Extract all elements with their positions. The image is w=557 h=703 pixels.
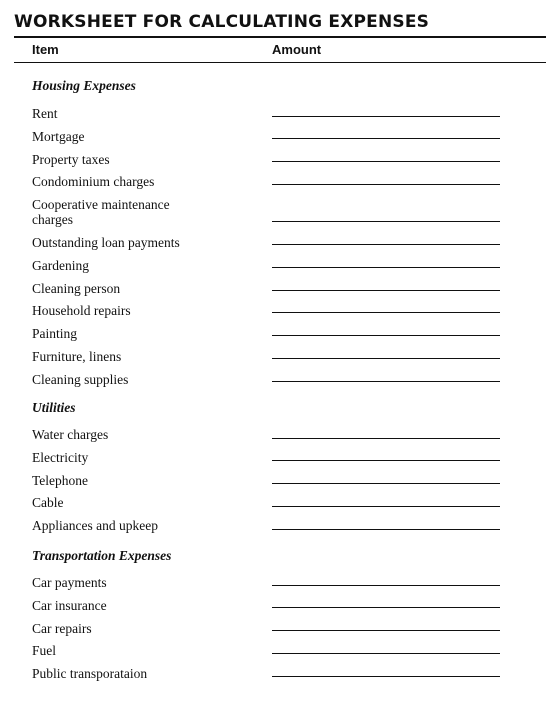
- expense-item-label: Cleaning person: [32, 280, 121, 296]
- title-rule: [14, 36, 546, 38]
- amount-blank-line[interactable]: [272, 335, 500, 336]
- amount-blank-line[interactable]: [272, 290, 500, 291]
- amount-blank-line[interactable]: [272, 529, 500, 530]
- amount-blank-line[interactable]: [272, 460, 500, 461]
- amount-blank-line[interactable]: [272, 116, 500, 117]
- header-rule: [14, 62, 546, 63]
- expense-item-label: Car insurance: [32, 597, 107, 613]
- column-header-amount: Amount: [272, 42, 322, 57]
- expense-item-label: Appliances and upkeep: [32, 518, 158, 534]
- worksheet-title: WORKSHEET FOR CALCULATING EXPENSES: [14, 12, 430, 32]
- amount-blank-line[interactable]: [272, 381, 500, 382]
- expense-item-label: Household repairs: [32, 303, 131, 319]
- amount-blank-line[interactable]: [272, 585, 500, 586]
- expense-item-label: Gardening: [32, 257, 89, 273]
- expense-item-label: Mortgage: [32, 128, 85, 144]
- amount-blank-line[interactable]: [272, 312, 500, 313]
- amount-blank-line[interactable]: [272, 607, 500, 608]
- amount-blank-line[interactable]: [272, 676, 500, 677]
- column-header-item: Item: [32, 42, 59, 57]
- amount-blank-line[interactable]: [272, 438, 500, 439]
- amount-blank-line[interactable]: [272, 138, 500, 139]
- expense-item-label: Public transporataion: [32, 666, 148, 682]
- amount-blank-line[interactable]: [272, 630, 500, 631]
- expense-item-label: Telephone: [32, 472, 89, 488]
- amount-blank-line[interactable]: [272, 221, 500, 222]
- amount-blank-line[interactable]: [272, 483, 500, 484]
- expense-item-label: Electricity: [32, 449, 89, 465]
- section-title: Housing Expenses: [32, 78, 136, 93]
- amount-blank-line[interactable]: [272, 506, 500, 507]
- expense-item-label: Outstanding loan payments: [32, 235, 180, 250]
- expense-item-label: Car repairs: [32, 620, 92, 636]
- expense-item-label: Property taxes: [32, 151, 110, 167]
- amount-blank-line[interactable]: [272, 653, 500, 654]
- amount-blank-line[interactable]: [272, 358, 500, 359]
- expense-item-label: Cable: [32, 495, 64, 511]
- expense-item-label: Water charges: [32, 427, 109, 442]
- expense-item-label: Fuel: [32, 643, 57, 659]
- section-title: Transportation Expenses: [32, 548, 172, 563]
- section-title: Utilities: [32, 400, 76, 415]
- expense-item-label: Condominium charges: [32, 174, 155, 190]
- amount-blank-line[interactable]: [272, 161, 500, 162]
- expense-item-label: Rent: [32, 106, 58, 121]
- amount-blank-line[interactable]: [272, 267, 500, 268]
- amount-blank-line[interactable]: [272, 244, 500, 245]
- amount-blank-line[interactable]: [272, 184, 500, 185]
- expense-item-label: Car payments: [32, 575, 107, 590]
- expense-item-label: Cooperative maintenance charges: [32, 197, 170, 228]
- expense-item-label: Furniture, linens: [32, 349, 122, 364]
- expense-item-label: Cleaning supplies: [32, 371, 129, 387]
- expense-item-label: Painting: [32, 326, 78, 342]
